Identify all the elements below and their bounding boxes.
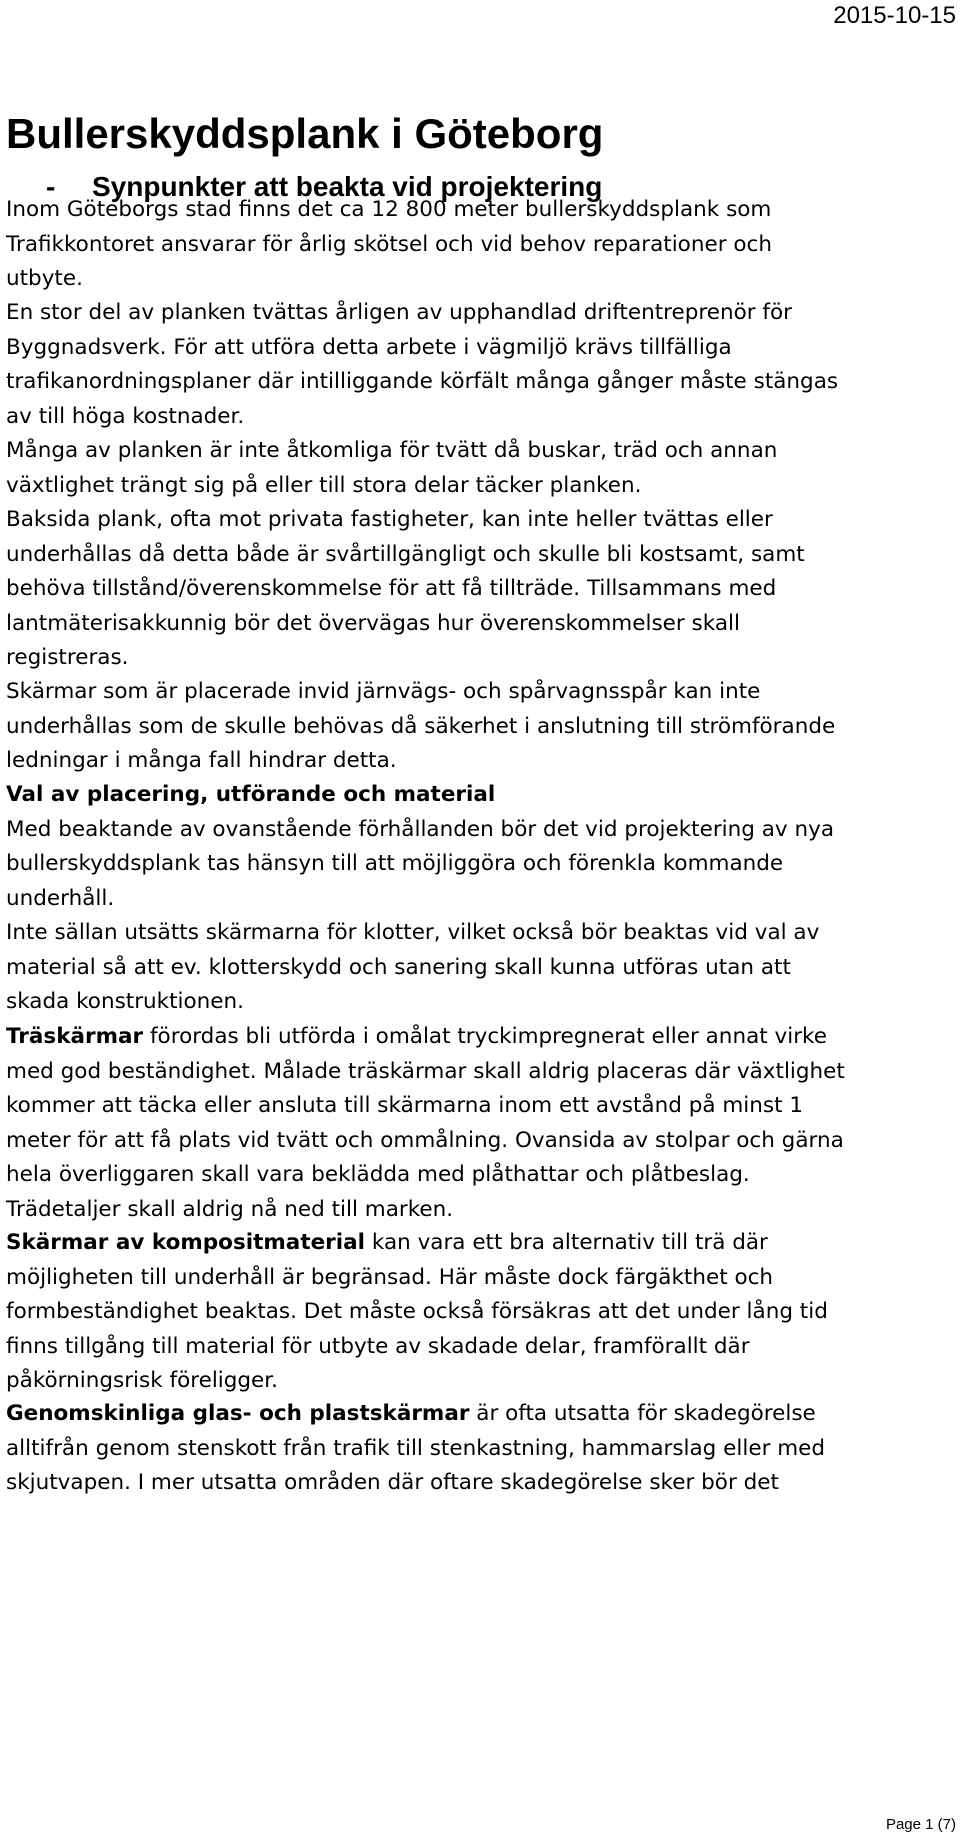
paragraph-glass-screens [6, 1397, 956, 1501]
paragraph-considerations: Med beaktande av ovanstående förhållanden bör det vid projektering av nya bullerskyddsplank tas hänsyn till att möjliggöra och förenkla kommande underhåll. [6, 816, 835, 911]
paragraph-graffiti: Inte sällan utsätts skärmarna för klotter, vilket också bör beaktas vid val av material så att ev. klotterskydd och sanering skall kunna utföras utan att skada konstruktionen. [6, 920, 820, 1014]
section-heading: Val av placering, utförande och material [6, 782, 496, 807]
subtitle-text: Synpunkter att beakta vid projektering [92, 171, 603, 202]
document-date: 2015-10-15 [833, 2, 956, 29]
composite-screens-text: kan vara ett bra alternativ till trä där möjligheten till underhåll är begränsad. Här måste dock färgäkthet och formbeständighet beaktas. Det måste också försäkras att det under lång tid finns tillgång till material för utbyte av skadade delar, framförallt där påkörningsrisk föreligger. [6, 1230, 828, 1393]
glass-screens-term: Genomskinliga glas- och plastskärmar [6, 1401, 470, 1426]
glass-screens-text: är ofta utsatta för skadegörelse alltifrån genom stenskott från trafik till stenkastning, hammarslag eller med skjutvapen. I mer utsatta områden där oftare skadegörelse sker bör det [6, 1401, 826, 1495]
composite-screens-term: Skärmar av kompositmaterial [6, 1230, 366, 1255]
page-number: Page 1 (7) [885, 1816, 956, 1833]
subtitle-dash: - [46, 171, 56, 202]
paragraph-backside: Baksida plank, ofta mot privata fastigheter, kan inte heller tvättas eller underhållas då detta både är svårtillgängligt och skulle bli kostsamt, samt behöva tillstånd/överenskommelse för att få tillträde. Tillsammans med lantmäterisakkunnig bör det övervägas hur överenskommelser skall registreras. [6, 507, 805, 670]
paragraph-composite-screens [6, 1226, 956, 1399]
paragraph-wood-screens [6, 1020, 956, 1227]
document-title: Bullerskyddsplank i Göteborg [6, 110, 604, 157]
paragraph-railway: Skärmar som är placerade invid järnvägs- och spårvagnsspår kan inte underhållas som de skulle behövas då säkerhet i anslutning till strömförande ledningar i många fall hindrar detta. [6, 679, 836, 773]
paragraph-accessibility: Många av planken är inte åtkomliga för tvätt då buskar, träd och annan växtlighet trängt sig på eller till stora delar täcker planken. [6, 438, 778, 498]
paragraph-intro: Inom Göteborgs stad finns det ca 12 800 meter bullerskyddsplank som Trafikkontoret ansvarar för årlig skötsel och vid behov reparationer och utbyte. [6, 197, 772, 291]
wood-screens-term: Träskärmar [6, 1024, 144, 1049]
paragraph-washing: En stor del av planken tvättas årligen av upphandlad driftentreprenör för Byggnadsverk. För att utföra detta arbete i vägmiljö krävs tillfälliga trafikanordningsplaner där intilliggande körfält många gånger måste stängas av till höga kostnader. [6, 300, 839, 429]
section-material [6, 778, 956, 916]
wood-screens-text: förordas bli utförda i omålat tryckimpregnerat eller annat virke med god beständighet. Målade träskärmar skall aldrig placeras där växtlighet kommer att täcka eller ansluta till skärmarna inom ett avstånd på minst 1 meter för att få plats vid tvätt och ommålning. Ovansida av stolpar och gärna hela överliggaren skall vara beklädda med plåthattar och plåtbeslag. Trädetaljer skall aldrig nå ned till marken. [6, 1024, 845, 1222]
